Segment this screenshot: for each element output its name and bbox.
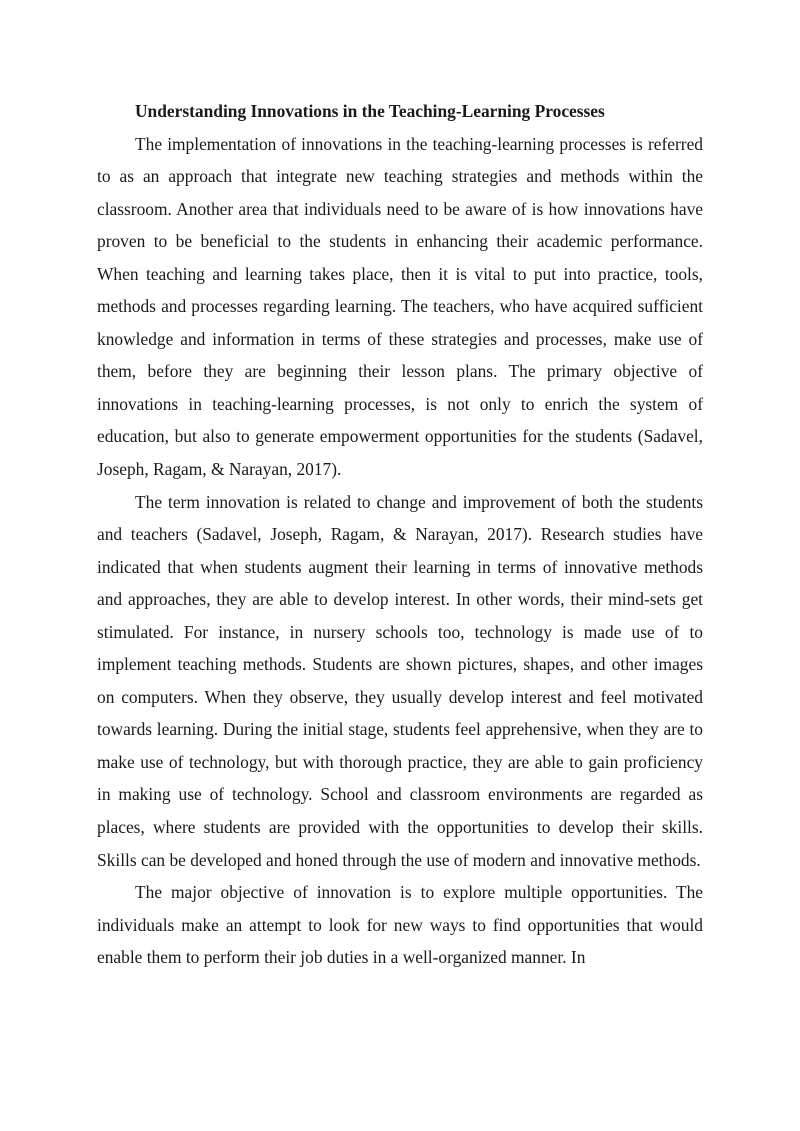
paragraph-2: The term innovation is related to change and improvement of both the students and teachers (Sadavel, Joseph, Ragam, & Narayan, 2017). Research studies have indicated that when students augment their learning in terms of innovative methods and approaches, they are able to develop interest. In other words, their mind-sets get stimulated. For instance, in nursery schools too, technology is made use of to implement teaching methods. Students are shown pictures, shapes, and other images on computers. When they observe, they usually develop interest and feel motivated towards learning. During the initial stage, students feel apprehensive, when they are to make use of technology, but with thorough practice, they are able to gain proficiency in making use of technology. School and classroom environments are regarded as places, where students are provided with the opportunities to develop their skills. Skills can be developed and honed through the use of modern and innovative methods.	[97, 491, 703, 870]
paragraph-3: The major objective of innovation is to explore multiple opportunities. The individuals make an attempt to look for new ways to find opportunities that would enable them to perform their job duties in a well-organized manner. In	[97, 882, 703, 968]
document-body	[97, 95, 703, 974]
paragraph-1: The implementation of innovations in the teaching-learning processes is referred to as an approach that integrate new teaching strategies and methods within the classroom. Another area that individuals need to be aware of is how innovations have proven to be beneficial to the students in enhancing their academic performance. When teaching and learning takes place, then it is vital to put into practice, tools, methods and processes regarding learning. The teachers, who have acquired sufficient knowledge and information in terms of these strategies and processes, make use of them, before they are beginning their lesson plans. The primary objective of innovations in teaching-learning processes, is not only to enrich the system of education, but also to generate empowerment opportunities for the students (Sadavel, Joseph, Ragam, & Narayan, 2017).	[97, 133, 703, 480]
section-heading: Understanding Innovations in the Teaching-Learning Processes	[135, 101, 605, 121]
